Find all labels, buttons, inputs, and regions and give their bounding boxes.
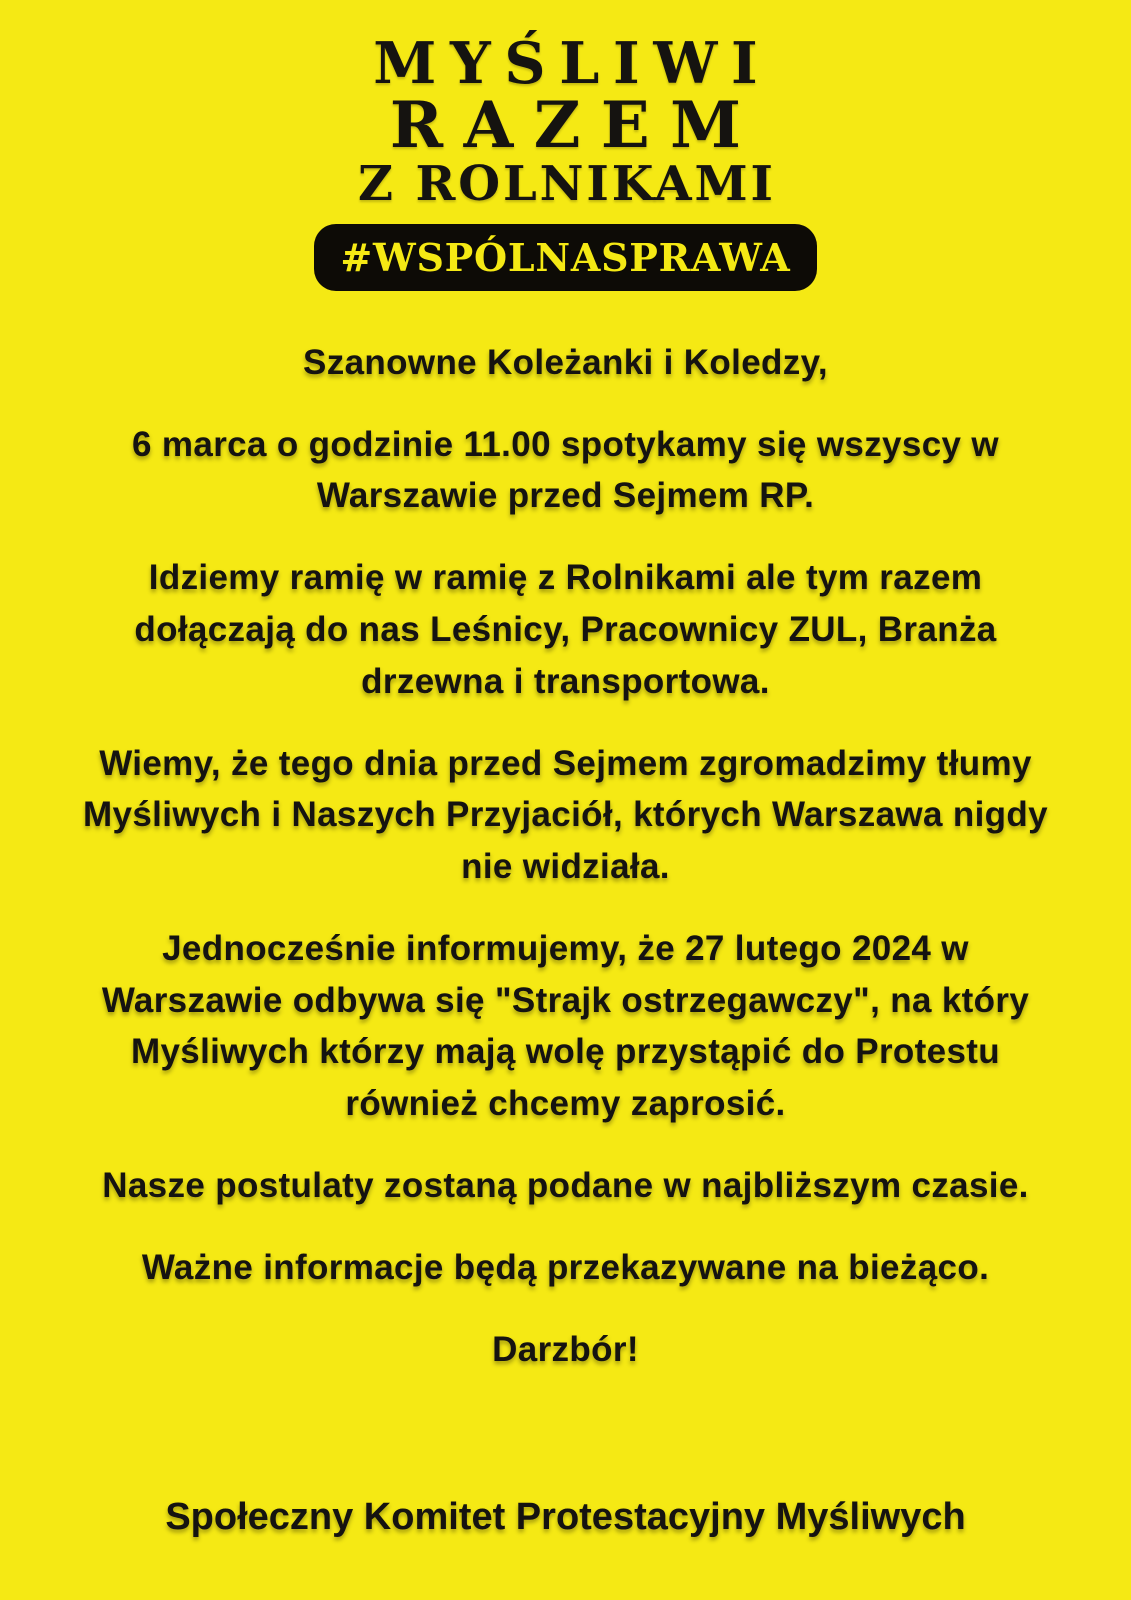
poster-title-line-3: Z ROLNIKAMI (358, 155, 776, 212)
poster-body (70, 337, 1061, 1406)
poster-title-line-2: RAZEM (389, 88, 762, 164)
poster-header (355, 30, 776, 212)
paragraph-meeting-date: 6 marca o godzinie 11.00 spotykamy się wszyscy w Warszawie przed Sejmem RP. (132, 424, 999, 516)
poster-title-line-1: MYŚLIWI (373, 30, 772, 97)
salutation-text: Szanowne Koleżanki i Koledzy, (303, 342, 828, 382)
closing-exclamation: Darzbór! (492, 1329, 639, 1369)
paragraph-postulates: Nasze postulaty zostaną podane w najbliższym czasie. (102, 1166, 1029, 1206)
hashtag-badge: #WSPÓLNASPRAWA (314, 224, 816, 291)
signature-text: Społeczny Komitet Protestacyjny Myśliwych (165, 1495, 966, 1538)
paragraph-updates: Ważne informacje będą przekazywane na bieżąco. (141, 1247, 990, 1287)
paragraph-crowds: Wiemy, że tego dnia przed Sejmem zgromadzimy tłumy Myśliwych i Naszych Przyjaciół, których Warszawa nigdy nie widziała. (83, 743, 1048, 887)
paragraph-allies: Idziemy ramię w ramię z Rolnikami ale tym razem dołączają do nas Leśnicy, Pracownicy ZUL, Branża drzewna i transportowa. (134, 558, 997, 701)
paragraph-warning-strike: Jednocześnie informujemy, że 27 lutego 2024 w Warszawie odbywa się "Strajk ostrzegawczy", na który Myśliwych którzy mają wolę przystąpić do Protestu również chcemy zaprosić. (101, 928, 1030, 1124)
